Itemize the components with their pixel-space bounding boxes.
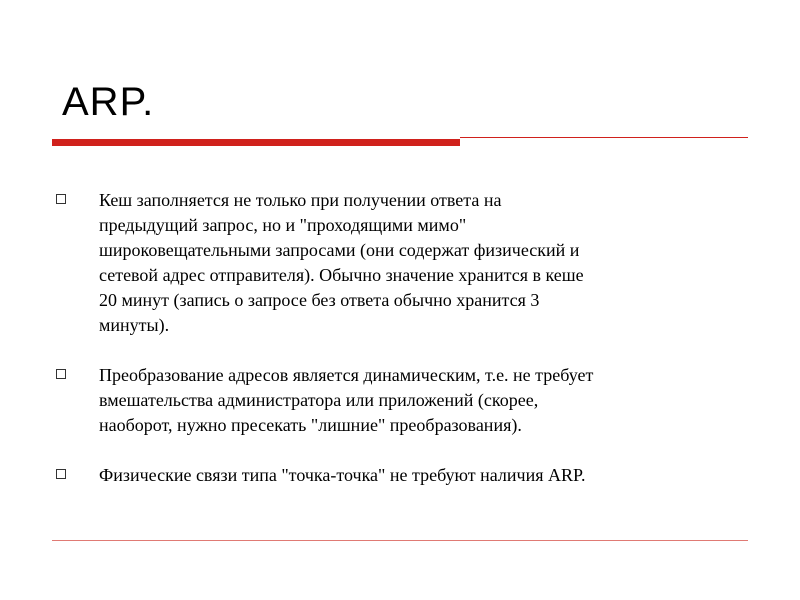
- footer-divider: [52, 540, 748, 541]
- bullet-item-cache: [52, 188, 752, 338]
- hollow-square-icon: [56, 369, 66, 379]
- bullet-text: Преобразование адресов является динамическим, т.е. не требует вмешательства администратора или приложений (скорее, наоборот, нужно пресекать "лишние" преобразования).: [99, 365, 594, 435]
- title-underline-thick: [52, 139, 460, 146]
- title-underline-thin: [460, 137, 748, 138]
- slide-title: ARP.: [62, 80, 155, 124]
- bullet-text: Физические связи типа "точка-точка" не требуют наличия ARP.: [99, 465, 586, 485]
- bullet-list: [52, 188, 752, 488]
- bullet-item-point-to-point: [52, 463, 752, 488]
- hollow-square-icon: [56, 194, 66, 204]
- bullet-item-dynamic: [52, 363, 752, 438]
- hollow-square-icon: [56, 469, 66, 479]
- bullet-text: Кеш заполняется не только при получении ответа на предыдущий запрос, но и "проходящими мимо" широковещательными запросами (они содержат физический и сетевой адрес отправителя). Обычно значение хранится в кеше 20 минут (запись о запросе без ответа обычно хранится 3 минуты).: [99, 190, 584, 335]
